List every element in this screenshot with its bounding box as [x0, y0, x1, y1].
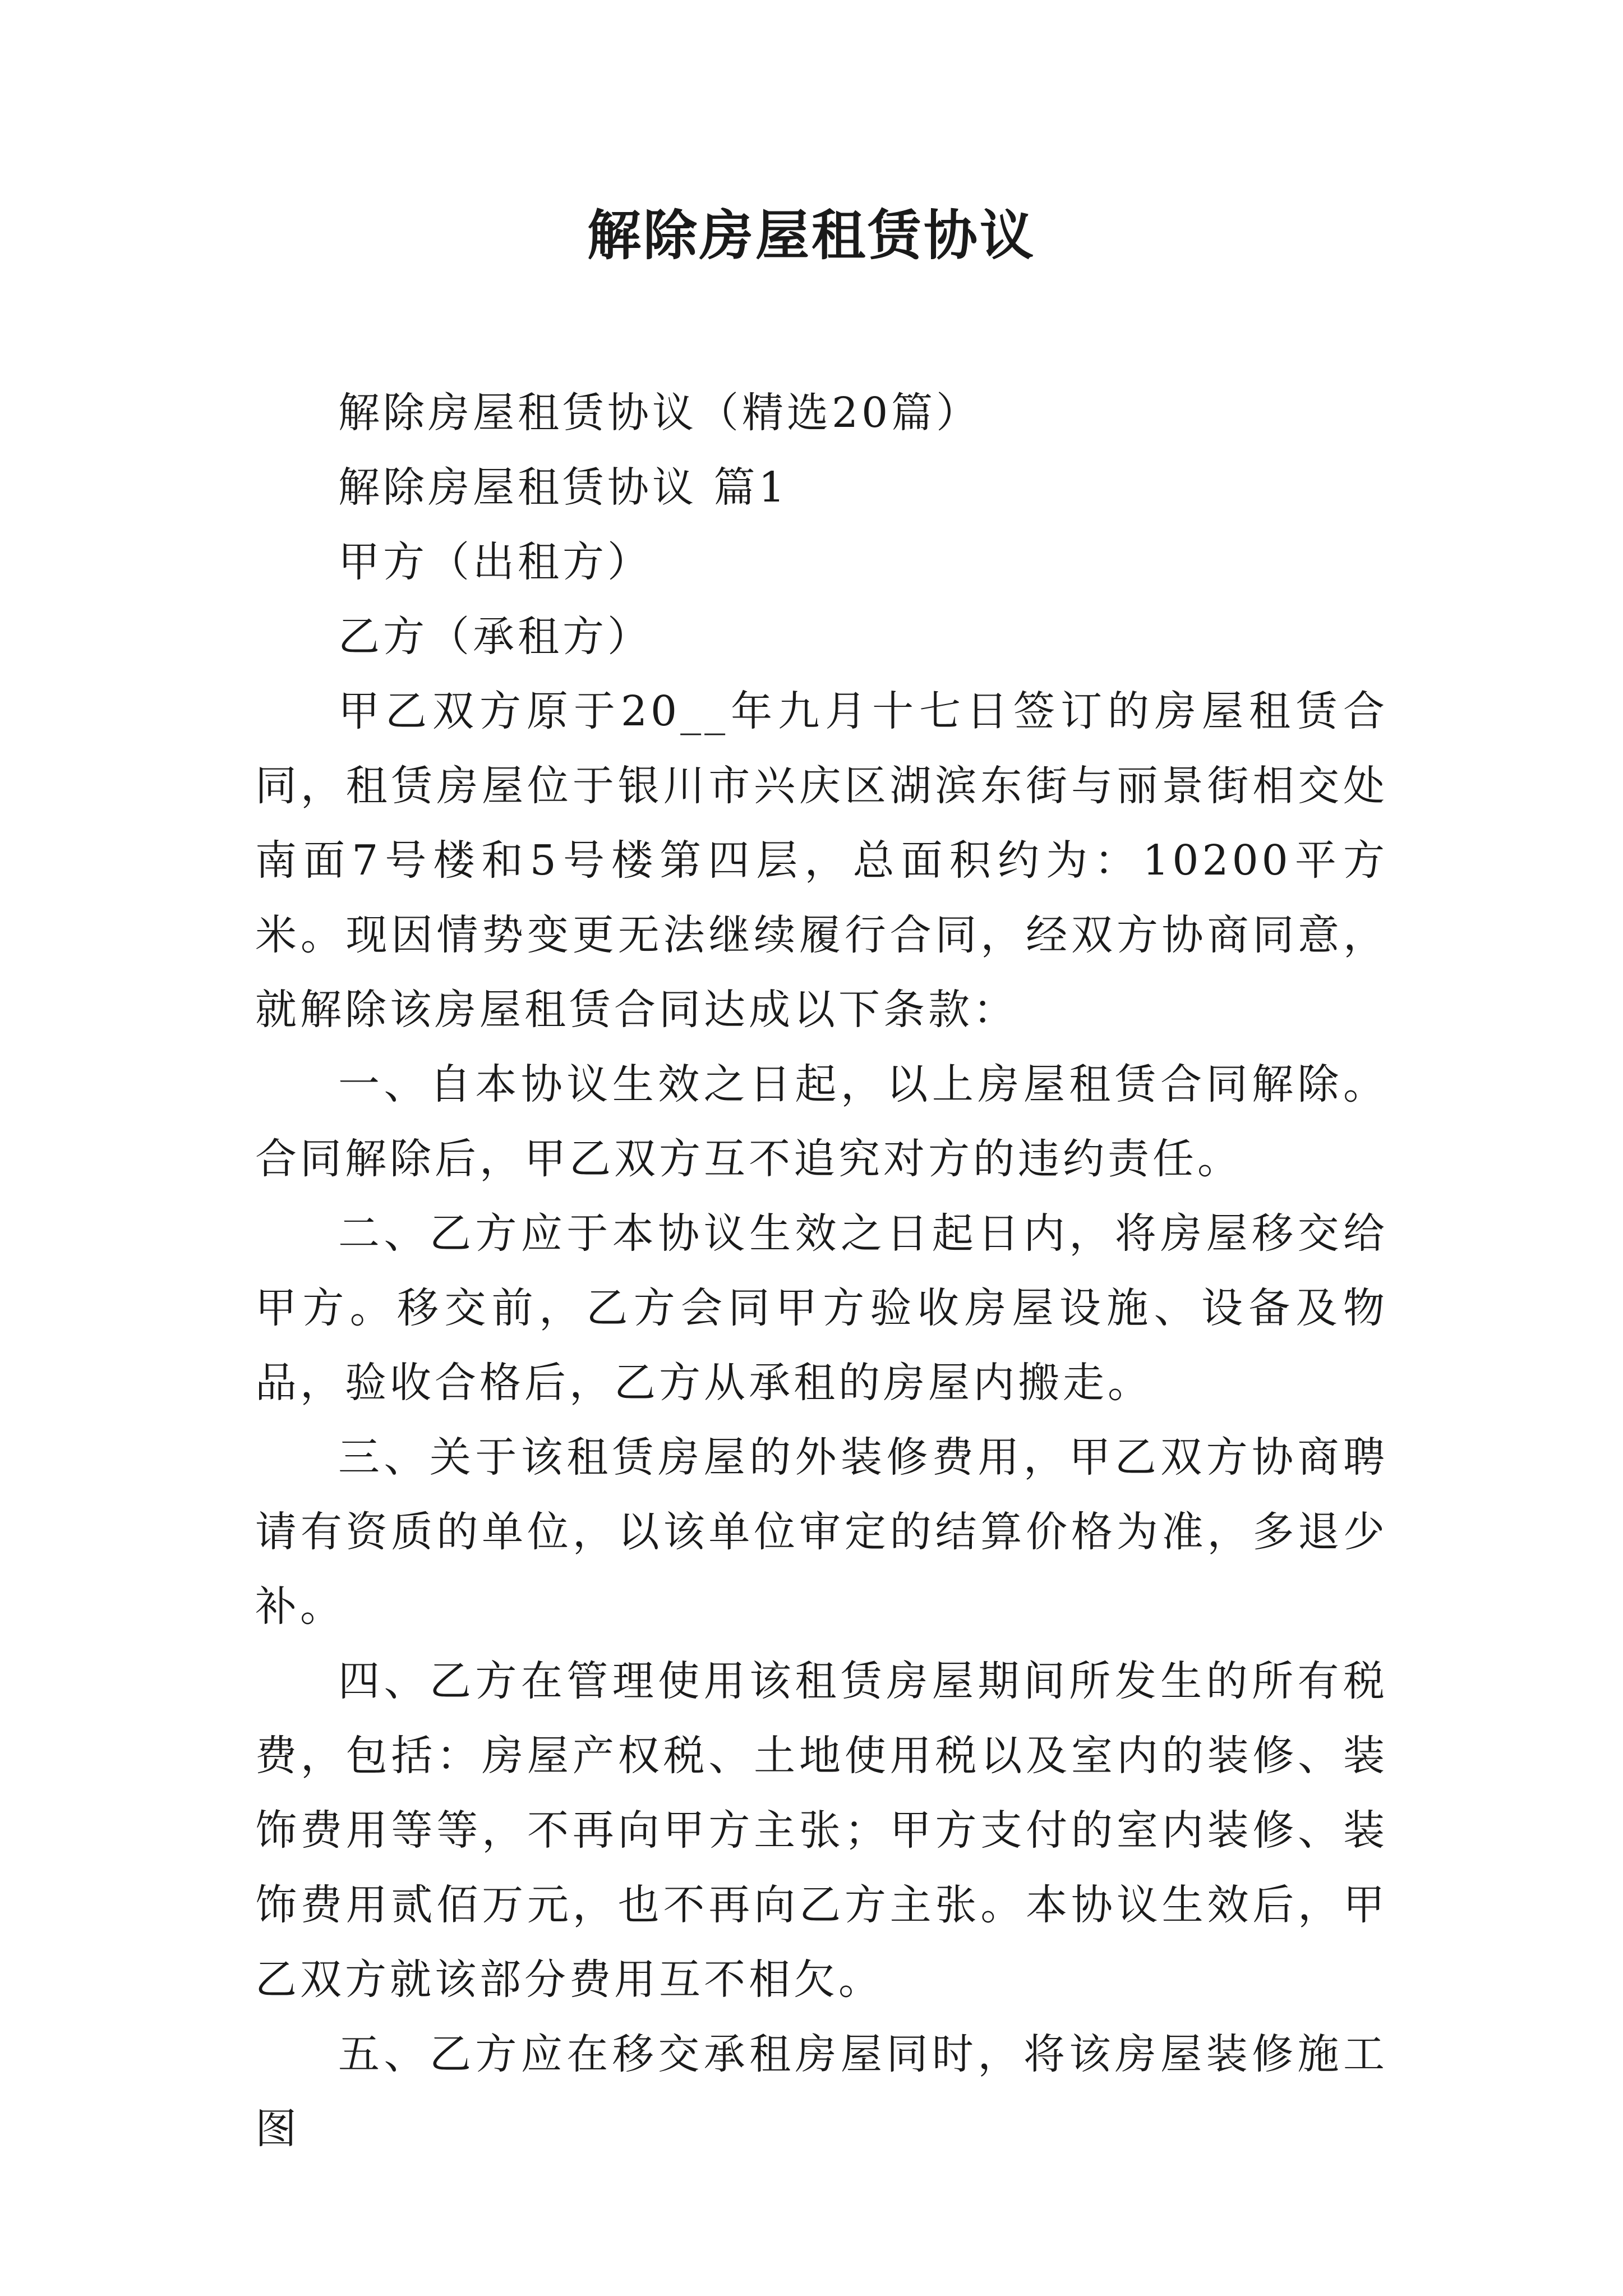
paragraph-clause-1: 一、自本协议生效之日起，以上房屋租赁合同解除。合同解除后，甲乙双方互不追究对方的违约责任。: [255, 1060, 1388, 1183]
paragraph-party-a: 甲方（出租方）: [338, 538, 652, 586]
paragraph-preamble: 甲乙双方原于20__年九月十七日签订的房屋租赁合同，租赁房屋位于银川市兴庆区湖滨东街与丽景街相交处南面7号楼和5号楼第四层，总面积约为：10200平方米。现因情势变更无法继续履行合同，经双方协商同意，就解除该房屋租赁合同达成以下条款：: [255, 687, 1388, 1034]
paragraph-clause-2: 二、乙方应于本协议生效之日起日内，将房屋移交给甲方。移交前，乙方会同甲方验收房屋设施、设备及物品，验收合格后，乙方从承租的房屋内搬走。: [255, 1209, 1388, 1407]
paragraph-clause-3: 三、关于该租赁房屋的外装修费用，甲乙双方协商聘请有资质的单位，以该单位审定的结算价格为准，多退少补。: [255, 1433, 1388, 1631]
paragraph-party-b: 乙方（承租方）: [338, 613, 652, 661]
document-title: 解除房屋租赁协议: [587, 204, 1036, 267]
paragraph-subtitle: 解除房屋租赁协议（精选20篇）: [338, 389, 981, 437]
paragraph-clause-4: 四、乙方在管理使用该租赁房屋期间所发生的所有税费，包括：房屋产权税、土地使用税以及室内的装修、装饰费用等等，不再向甲方主张；甲方支付的室内装修、装饰费用贰佰万元，也不再向乙方主张。本协议生效后，甲乙双方就该部分费用互不相欠。: [255, 1657, 1388, 2004]
paragraph-section-heading: 解除房屋租赁协议 篇1: [338, 463, 789, 512]
paragraph-clause-5: 五、乙方应在移交承租房屋同时，将该房屋装修施工图: [255, 2030, 1388, 2153]
document-body: [255, 376, 1388, 2166]
